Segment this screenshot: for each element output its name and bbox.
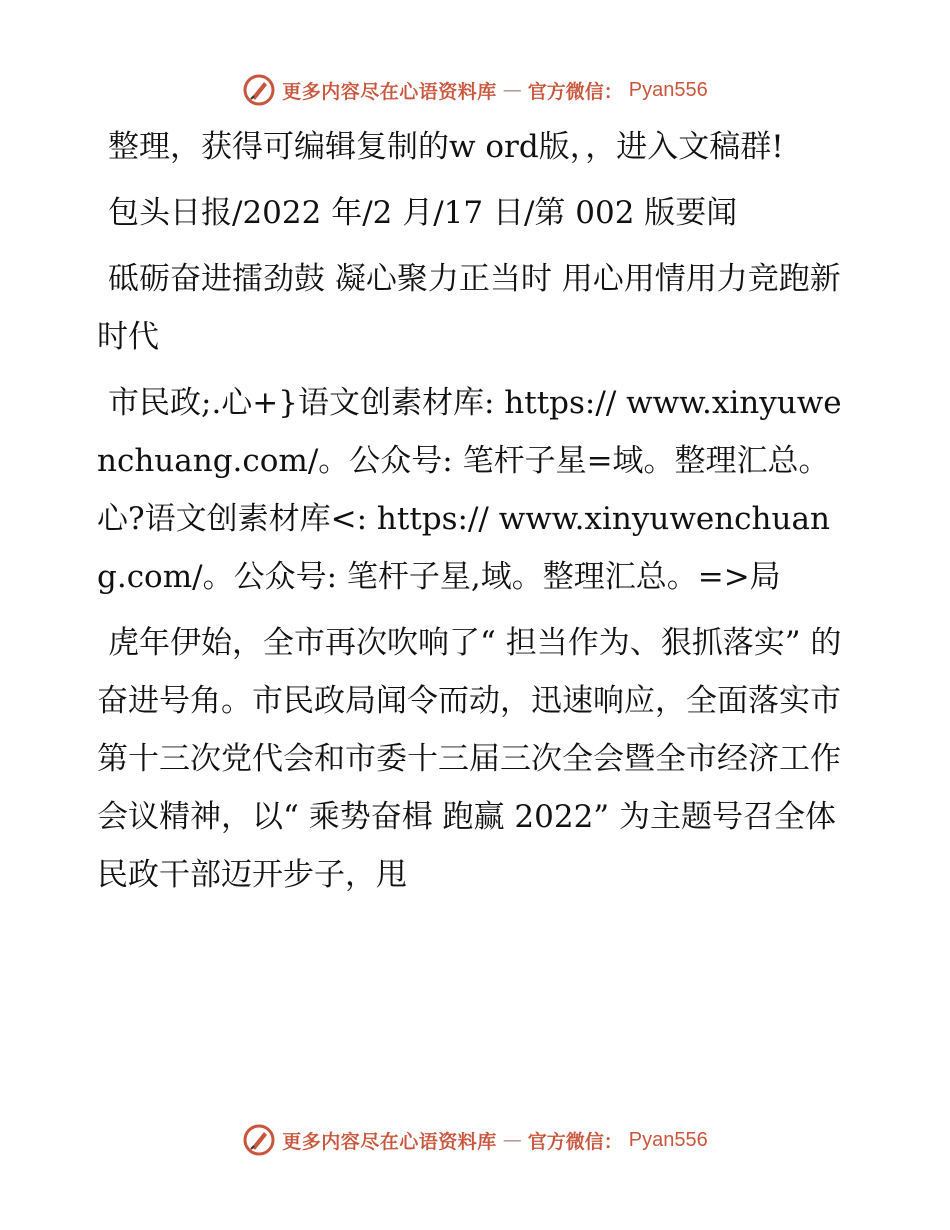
footer-watermark [0,1120,950,1160]
body-paragraph: 市民政;.心+}语文创素材库: https:// www.xinyuwenchuang.com/。公众号: 笔杆子星=域。整理汇总。心?语文创素材库<: https:// www.xinyuwenchuang.com/。公众号: 笔杆子星,域。整理汇总。=>局 [97,385,842,595]
watermark-brand-text: 更多内容尽在心语资料库 [282,80,497,103]
body-paragraph: 砥砺奋进擂劲鼓 凝心聚力正当时 用心用情用力竞跑新时代 [97,261,841,355]
watermark-dash: — [502,1129,522,1151]
watermark-wechat-label: 官方微信： [527,1130,623,1153]
body-paragraph: 虎年伊始，全市再次吹响了“ 担当作为、狠抓落实” 的奋进号角。市民政局闻令而动，迅速响应，全面落实市第十三次党代会和市委十三届三次全会暨全市经济工作会议精神，以“ 乘势奋楫 跑赢 2022” 为主题号召全体民政干部迈开步子，甩 [97,625,842,893]
body-paragraph: 整理，获得可编辑复制的w ord版，，进入文稿群! [108,129,784,165]
watermark-wechat-label: 官方微信： [527,80,623,103]
feather-pen-logo-icon [242,73,276,107]
feather-pen-logo-icon [242,1123,276,1157]
body-paragraph: 包头日报/2022 年/2 月/17 日/第 002 版要闻 [108,195,738,231]
watermark-wechat-id: Pyan556 [628,1128,708,1151]
watermark-brand-text: 更多内容尽在心语资料库 [282,1130,497,1153]
document-body [97,118,857,912]
watermark-dash: — [502,79,522,101]
watermark-wechat-id: Pyan556 [628,78,708,101]
header-watermark [0,70,950,110]
